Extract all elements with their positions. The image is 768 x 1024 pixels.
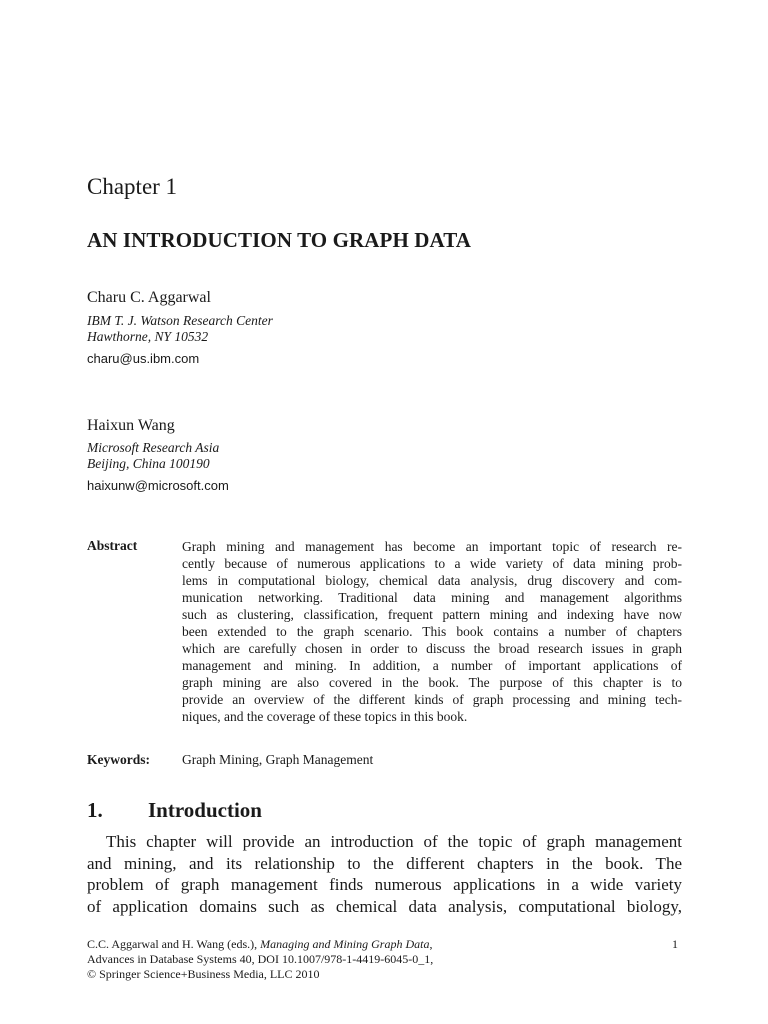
intro-line: problem of graph management finds numerous applications in a wide variety (87, 875, 682, 894)
abstract-line: Graph mining and management has become an important topic of research re- (182, 539, 682, 554)
author-affiliation: Microsoft Research Asia (87, 440, 220, 455)
author-location: Hawthorne, NY 10532 (87, 329, 209, 344)
keywords-text: Graph Mining, Graph Management (182, 752, 374, 767)
footer-copyright: © Springer Science+Business Media, LLC 2010 (87, 967, 320, 981)
page-number: 1 (672, 937, 678, 951)
footer-citation (87, 937, 432, 952)
abstract-line: provide an overview of the different kinds of graph processing and mining tech- (182, 692, 682, 707)
intro-line: of application domains such as chemical data analysis, computational biology, (87, 896, 682, 916)
keywords-label: Keywords: (87, 752, 150, 767)
author-location: Beijing, China 100190 (87, 456, 210, 471)
section-number: 1. (87, 798, 103, 822)
abstract-line: which are carefully chosen in order to discuss the broad research issues in graph (182, 641, 682, 656)
abstract-line: niques, and the coverage of these topics in this book. (182, 709, 468, 724)
author-name: Haixun Wang (87, 417, 175, 434)
footer-editors: C.C. Aggarwal and H. Wang (eds.), (87, 937, 261, 951)
abstract-line: cently because of numerous applications to a wide variety of data mining prob- (182, 556, 682, 571)
abstract-line: graph mining are also covered in the book. The purpose of this chapter is to (182, 675, 682, 690)
abstract-line: munication networking. Traditional data mining and management algorithms (182, 590, 682, 605)
abstract-label: Abstract (87, 538, 138, 553)
abstract-text (182, 538, 682, 725)
intro-line: and mining, and its relationship to the different chapters in the book. The (87, 853, 682, 873)
abstract-line: management and mining. In addition, a number of important applications of (182, 658, 682, 673)
footer-doi: Advances in Database Systems 40, DOI 10.1007/978-1-4419-6045-0_1, (87, 952, 434, 966)
author-email: charu@us.ibm.com (87, 351, 200, 366)
author-affiliation: IBM T. J. Watson Research Center (87, 313, 273, 328)
section-title: Introduction (148, 798, 262, 822)
intro-line: This chapter will provide an introduction of the topic of graph management (106, 832, 682, 851)
chapter-title: AN INTRODUCTION TO GRAPH DATA (87, 228, 472, 252)
author-email: haixunw@microsoft.com (87, 478, 229, 493)
intro-paragraph (87, 831, 682, 917)
footer-book-title: Managing and Mining Graph Data (260, 937, 430, 951)
abstract-line: lems in computational biology, chemical data analysis, drug discovery and com- (182, 573, 682, 588)
abstract-line: such as clustering, classification, frequent pattern mining and indexing have now (182, 607, 682, 622)
chapter-label: Chapter 1 (87, 174, 178, 199)
footer-comma: , (429, 937, 433, 951)
abstract-line: been extended to the graph scenario. This book contains a number of chapters (182, 624, 682, 639)
author-name: Charu C. Aggarwal (87, 289, 211, 306)
